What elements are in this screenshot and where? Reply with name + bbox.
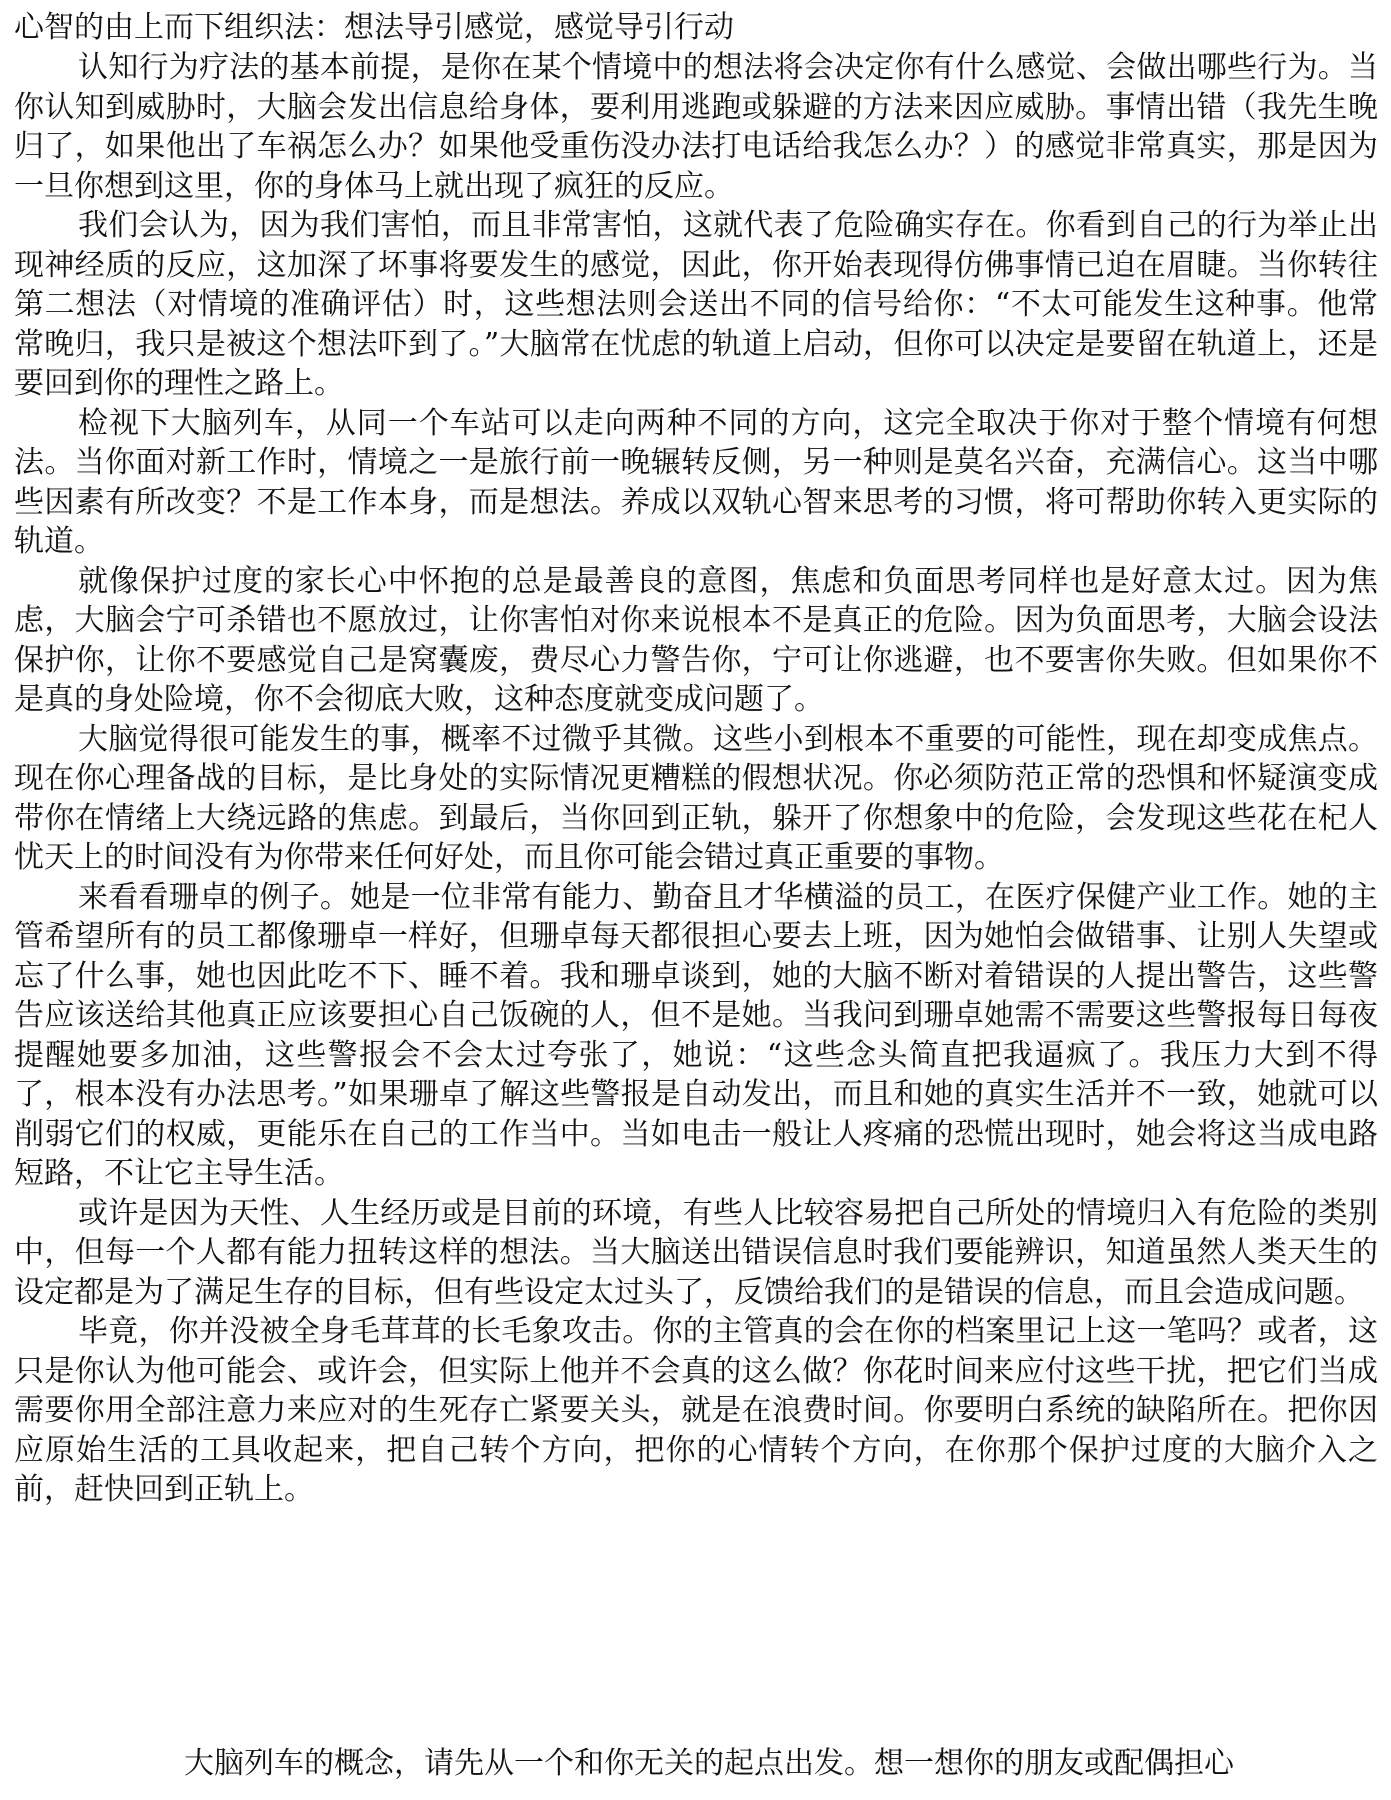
paragraph-3: 检视下大脑列车，从同一个车站可以走向两种不同的方向，这完全取决于你对于整个情境有何想法。当你面对新工作时，情境之一是旅行前一晚辗转反侧，另一种则是莫名兴奋，充满信心。这当中哪些因素有所改变？不是工作本身，而是想法。养成以双轨心智来思考的习惯，将可帮助你转入更实际的轨道。 <box>14 405 1378 559</box>
paragraph-7: 或许是因为天性、人生经历或是目前的环境，有些人比较容易把自己所处的情境归入有危险的类别中，但每一个人都有能力扭转这样的想法。当大脑送出错误信息时我们要能辨识，知道虽然人类天生的设定都是为了满足生存的目标，但有些设定太过头了，反馈给我们的是错误的信息，而且会造成问题。 <box>14 1195 1378 1310</box>
paragraph-2: 我们会认为，因为我们害怕，而且非常害怕，这就代表了危险确实存在。你看到自己的行为举止出现神经质的反应，这加深了坏事将要发生的感觉，因此，你开始表现得仿佛事情已迫在眉睫。当你转往第二想法（对情境的准确评估）时，这些想法则会送出不同的信号给你：“不太可能发生这种事。他常常晚归，我只是被这个想法吓到了。”大脑常在忧虑的轨道上启动，但你可以决定是要留在轨道上，还是要回到你的理性之路上。 <box>14 208 1378 401</box>
paragraph-1: 认知行为疗法的基本前提，是你在某个情境中的想法将会决定你有什么感觉、会做出哪些行为。当你认知到威胁时，大脑会发出信息给身体，要利用逃跑或躲避的方法来因应威胁。事情出错（我先生晚归了，如果他出了车祸怎么办？如果他受重伤没办法打电话给我怎么办？）的感觉非常真实，那是因为一旦你想到这里，你的身体马上就出现了疯狂的反应。 <box>14 50 1378 204</box>
document-title: 心智的由上而下组织法：想法导引感觉，感觉导引行动 <box>14 10 734 45</box>
paragraph-5: 大脑觉得很可能发生的事，概率不过微乎其微。这些小到根本不重要的可能性，现在却变成焦点。现在你心理备战的目标，是比身处的实际情况更糟糕的假想状况。你必须防范正常的恐惧和怀疑演变成带你在情绪上大绕远路的焦虑。到最后，当你回到正轨，躲开了你想象中的危险，会发现这些花在杞人忧天上的时间没有为你带来任何好处，而且你可能会错过真正重要的事物。 <box>14 721 1378 875</box>
document-body <box>14 8 1378 1510</box>
paragraph-8: 毕竟，你并没被全身毛茸茸的长毛象攻击。你的主管真的会在你的档案里记上这一笔吗？或者，这只是你认为他可能会、或许会，但实际上他并不会真的这么做？你花时间来应付这些干扰，把它们当成需要你用全部注意力来应对的生死存亡紧要关头，就是在浪费时间。你要明白系统的缺陷所在。把你因应原始生活的工具收起来，把自己转个方向，把你的心情转个方向，在你那个保护过度的大脑介入之前，赶快回到正轨上。 <box>14 1314 1378 1507</box>
trailing-paragraph-start: 大脑列车的概念，请先从一个和你无关的起点出发。想一想你的朋友或配偶担心 <box>184 1746 1234 1781</box>
paragraph-6: 来看看珊卓的例子。她是一位非常有能力、勤奋且才华横溢的员工，在医疗保健产业工作。她的主管希望所有的员工都像珊卓一样好，但珊卓每天都很担心要去上班，因为她怕会做错事、让别人失望或忘了什么事，她也因此吃不下、睡不着。我和珊卓谈到，她的大脑不断对着错误的人提出警告，这些警告应该送给其他真正应该要担心自己饭碗的人，但不是她。当我问到珊卓她需不需要这些警报每日每夜提醒她要多加油，这些警报会不会太过夸张了，她说：“这些念头简直把我逼疯了。我压力大到不得了，根本没有办法思考。”如果珊卓了解这些警报是自动发出，而且和她的真实生活并不一致，她就可以削弱它们的权威，更能乐在自己的工作当中。当如电击一般让人疼痛的恐慌出现时，她会将这当成电路短路，不让它主导生活。 <box>14 879 1378 1191</box>
paragraph-4: 就像保护过度的家长心中怀抱的总是最善良的意图，焦虑和负面思考同样也是好意太过。因为焦虑，大脑会宁可杀错也不愿放过，让你害怕对你来说根本不是真正的危险。因为负面思考，大脑会设法保护你，让你不要感觉自己是窝囊废，费尽心力警告你，宁可让你逃避，也不要害你失败。但如果你不是真的身处险境，你不会彻底大败，这种态度就变成问题了。 <box>14 563 1378 717</box>
